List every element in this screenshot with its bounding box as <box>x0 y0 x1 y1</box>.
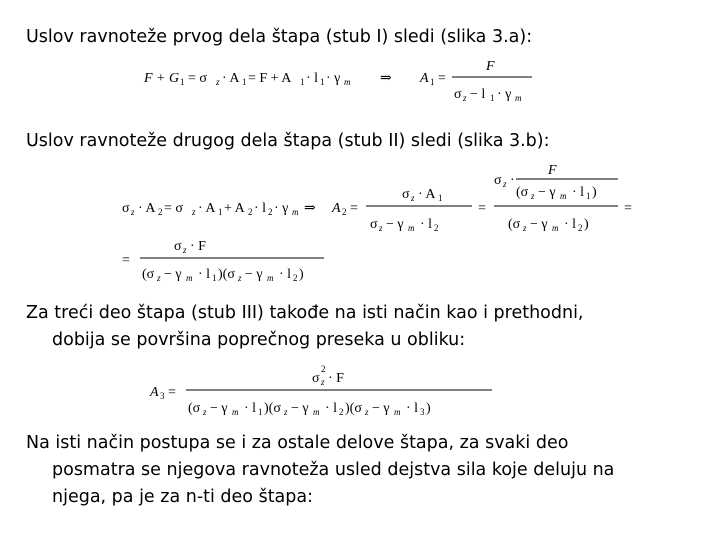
svg-text:2: 2 <box>321 364 326 374</box>
svg-text:− γ: − γ <box>245 267 263 282</box>
svg-text:· l: · l <box>244 401 257 416</box>
svg-text:2: 2 <box>293 273 298 283</box>
svg-text:σ: σ <box>312 371 320 386</box>
svg-text:· A: · A <box>418 187 436 202</box>
svg-text:2: 2 <box>578 223 583 233</box>
svg-text:z: z <box>157 273 161 283</box>
svg-text:= σ: = σ <box>188 71 207 86</box>
svg-text:z: z <box>503 179 507 189</box>
svg-text:=: = <box>350 201 358 216</box>
svg-text:z: z <box>365 407 369 417</box>
paragraph-stub-2 <box>26 128 690 155</box>
svg-text:= σ: = σ <box>164 201 183 216</box>
svg-text:1: 1 <box>586 191 591 201</box>
paragraph-line-2: posmatra se njegova ravnoteža usled dejstva sila koje deluju na <box>52 460 615 480</box>
svg-text:F + G: F + G <box>144 71 180 86</box>
svg-text:· F: · F <box>328 371 344 386</box>
svg-text:m: m <box>515 93 522 103</box>
equation-stub-3 <box>146 362 506 427</box>
svg-text:2: 2 <box>268 207 273 217</box>
svg-text:1: 1 <box>242 77 247 87</box>
svg-text:A: A <box>150 385 159 400</box>
svg-text:· A: · A <box>198 201 216 216</box>
paragraph-stub-3 <box>26 300 690 354</box>
svg-text:− γ: − γ <box>372 401 390 416</box>
svg-text:· l: · l <box>279 267 292 282</box>
svg-text:· γ: · γ <box>497 87 512 102</box>
svg-text:=: = <box>438 71 446 86</box>
svg-text:z: z <box>411 193 415 203</box>
paragraph-stub-1 <box>26 24 690 51</box>
svg-text:A: A <box>332 201 341 216</box>
svg-text:z: z <box>531 191 535 201</box>
svg-text:2: 2 <box>248 207 253 217</box>
equation-stub-1 <box>140 54 540 111</box>
svg-text:m: m <box>394 407 401 417</box>
svg-text:1: 1 <box>212 273 217 283</box>
svg-text:=: = <box>624 201 632 216</box>
svg-text:· l: · l <box>406 401 419 416</box>
svg-text:m: m <box>267 273 274 283</box>
svg-text:− γ: − γ <box>530 217 548 232</box>
paragraph-line-2: dobija se površina poprečnog preseka u obliku: <box>52 330 466 350</box>
svg-text:σ: σ <box>370 217 378 232</box>
svg-text:=: = <box>122 253 130 268</box>
svg-text:σ: σ <box>122 201 130 216</box>
svg-text:z: z <box>463 93 467 103</box>
svg-text:− l: − l <box>470 87 486 102</box>
svg-text:z: z <box>238 273 242 283</box>
svg-text:): ) <box>592 185 597 200</box>
svg-text:= F + A: = F + A <box>248 71 292 86</box>
paragraph-line-1: Na isti način postupa se i za ostale delove štapa, za svaki deo <box>26 433 569 453</box>
svg-text:− γ: − γ <box>210 401 228 416</box>
svg-text:A: A <box>420 71 429 86</box>
svg-text:· l: · l <box>564 217 577 232</box>
svg-text:=: = <box>168 385 176 400</box>
svg-text:3: 3 <box>160 391 165 401</box>
paragraph-text: Uslov ravnoteže prvog dela štapa (stub I) sledi (slika 3.a): <box>26 27 533 47</box>
svg-text:z: z <box>523 223 527 233</box>
svg-text:z: z <box>131 207 135 217</box>
svg-text:· l: · l <box>572 185 585 200</box>
svg-text:1: 1 <box>218 207 223 217</box>
paragraph-line-3: njega, pa je za n-ti deo štapa: <box>52 487 314 507</box>
svg-text:2: 2 <box>434 223 439 233</box>
svg-text:m: m <box>344 77 351 87</box>
svg-text:σ: σ <box>402 187 410 202</box>
svg-text:z: z <box>203 407 207 417</box>
paragraph-line-1: Za treći deo štapa (stub III) takođe na isti način kao i prethodni, <box>26 303 584 323</box>
svg-text:): ) <box>426 401 431 416</box>
svg-text:z: z <box>192 207 196 217</box>
svg-text:· l: · l <box>325 401 338 416</box>
svg-text:m: m <box>552 223 559 233</box>
svg-text:+ A: + A <box>224 201 245 216</box>
svg-text:· A: · A <box>222 71 240 86</box>
svg-text:3: 3 <box>420 407 425 417</box>
svg-text:z: z <box>379 223 383 233</box>
svg-text:1: 1 <box>300 77 305 87</box>
svg-text:1: 1 <box>320 77 325 87</box>
svg-text:− γ: − γ <box>386 217 404 232</box>
svg-text:): ) <box>299 267 304 282</box>
svg-text:F: F <box>548 163 557 178</box>
svg-text:· l: · l <box>306 71 319 86</box>
svg-text:(σ: (σ <box>516 185 529 200</box>
svg-text:(σ: (σ <box>508 217 521 232</box>
svg-text:1: 1 <box>438 193 443 203</box>
svg-text:m: m <box>292 207 299 217</box>
svg-text:· F: · F <box>190 239 206 254</box>
svg-text:· γ: · γ <box>326 71 341 86</box>
svg-text:· l: · l <box>254 201 267 216</box>
svg-text:m: m <box>186 273 193 283</box>
svg-text:1: 1 <box>490 93 495 103</box>
svg-text:· γ: · γ <box>274 201 289 216</box>
svg-text:m: m <box>313 407 320 417</box>
svg-text:=: = <box>478 201 486 216</box>
svg-text:)(σ: )(σ <box>264 401 281 416</box>
svg-text:· A: · A <box>138 201 156 216</box>
svg-text:z: z <box>216 77 220 87</box>
svg-text:2: 2 <box>158 207 163 217</box>
equation-stub-3-formula <box>146 362 506 422</box>
svg-text:m: m <box>232 407 239 417</box>
paragraph-text: Uslov ravnoteže drugog dela štapa (stub II) sledi (slika 3.b): <box>26 131 550 151</box>
svg-text:z: z <box>183 245 187 255</box>
svg-text:σ: σ <box>454 87 462 102</box>
svg-text:1: 1 <box>180 77 185 87</box>
svg-text:z: z <box>284 407 288 417</box>
svg-text:·: · <box>510 173 515 188</box>
svg-text:2: 2 <box>339 407 344 417</box>
svg-text:− γ: − γ <box>291 401 309 416</box>
svg-text:− γ: − γ <box>538 185 556 200</box>
svg-text:m: m <box>408 223 415 233</box>
svg-text:m: m <box>560 191 567 201</box>
svg-text:− γ: − γ <box>164 267 182 282</box>
svg-text:⇒: ⇒ <box>304 201 316 216</box>
svg-text:σ: σ <box>174 239 182 254</box>
equation-stub-2-formula <box>118 158 648 288</box>
svg-text:· l: · l <box>198 267 211 282</box>
svg-text:1: 1 <box>258 407 263 417</box>
svg-text:σ: σ <box>494 173 502 188</box>
svg-text:(σ: (σ <box>188 401 201 416</box>
svg-text:z: z <box>321 377 325 387</box>
svg-text:⇒: ⇒ <box>380 71 392 86</box>
svg-text:1: 1 <box>430 77 435 87</box>
svg-text:): ) <box>584 217 589 232</box>
paragraph-stub-n <box>26 430 690 511</box>
equation-stub-2 <box>118 158 648 293</box>
svg-text:F: F <box>486 59 495 74</box>
svg-text:· l: · l <box>420 217 433 232</box>
svg-text:2: 2 <box>342 207 347 217</box>
svg-text:)(σ: )(σ <box>218 267 235 282</box>
equation-stub-1-formula <box>140 54 540 106</box>
svg-text:(σ: (σ <box>142 267 155 282</box>
svg-text:)(σ: )(σ <box>345 401 362 416</box>
